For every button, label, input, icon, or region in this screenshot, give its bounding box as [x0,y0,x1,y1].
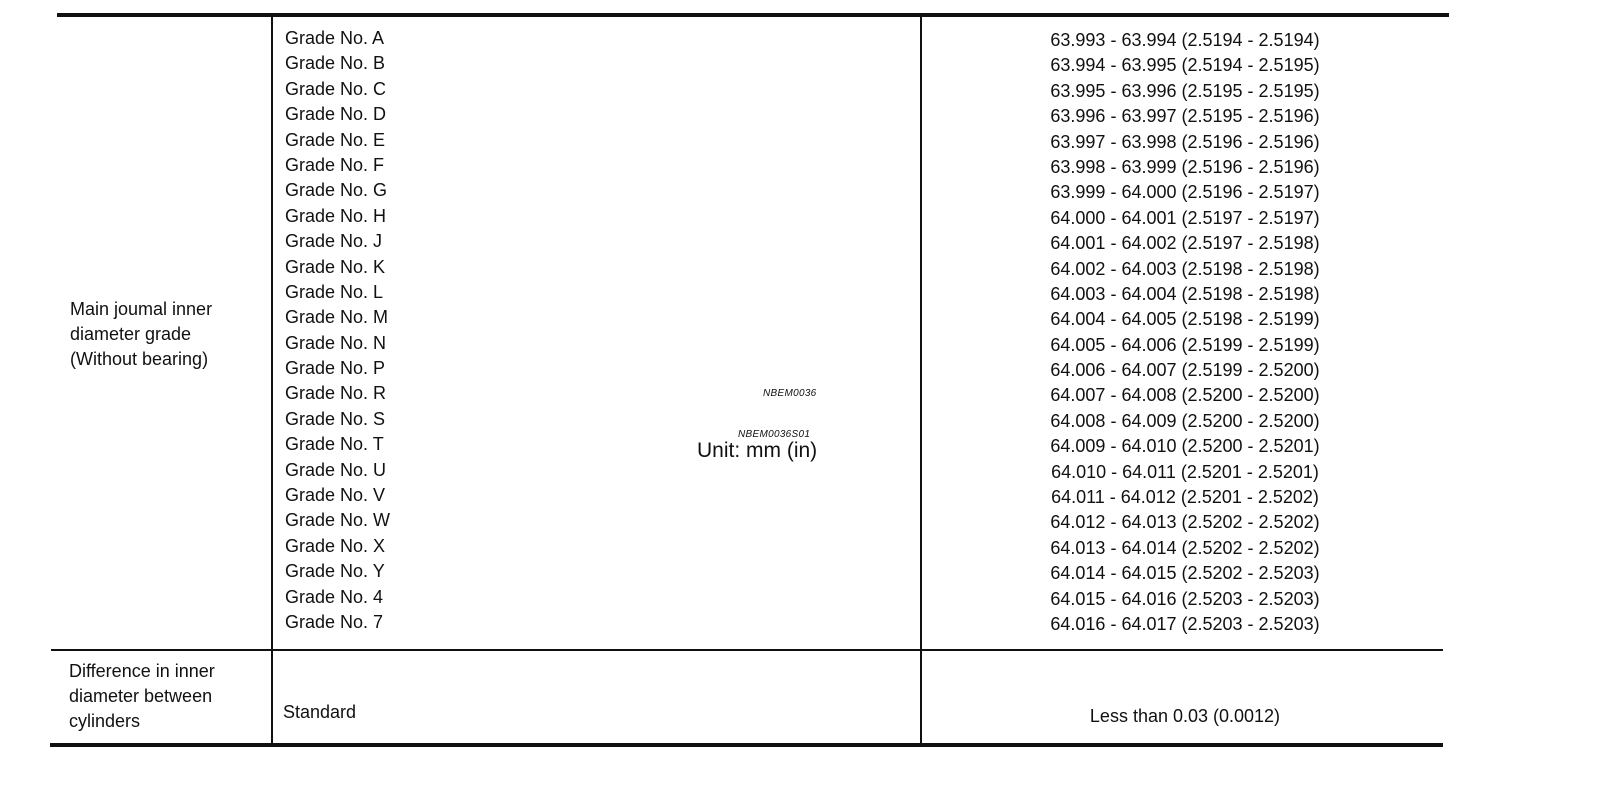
grade-value: 64.001 - 64.002 (2.5197 - 2.5198) [1050,233,1320,254]
table-top-rule [57,13,1449,17]
grade-item: Grade No. 4 [285,586,384,607]
grade-value: 64.005 - 64.006 (2.5199 - 2.5199) [1050,334,1320,355]
grade-item: Grade No. D [285,104,387,125]
difference-value: Less than 0.03 (0.0012) [1089,706,1281,726]
value-list [922,28,1448,637]
grade-item: Grade No. M [285,307,389,328]
grade-item: Grade No. S [285,408,386,429]
grade-item: Grade No. B [285,53,386,74]
grade-value: 64.010 - 64.011 (2.5201 - 2.5201) [1051,461,1319,482]
grade-value: 64.015 - 64.016 (2.5203 - 2.5203) [1050,588,1320,609]
grade-value: 64.013 - 64.014 (2.5202 - 2.5202) [1050,537,1320,558]
grade-item: Grade No. Y [285,561,385,582]
grade-item: Grade No. X [285,535,386,556]
grade-item: Grade No. 7 [285,611,384,632]
grade-value: 63.995 - 63.996 (2.5195 - 2.5195) [1050,80,1320,101]
grade-value: 64.012 - 64.013 (2.5202 - 2.5202) [1050,512,1320,533]
grade-item: Grade No. R [285,383,387,404]
grade-item: Grade No. E [285,129,386,150]
grade-value: 64.003 - 64.004 (2.5198 - 2.5198) [1050,283,1320,304]
section-code: NBEM0036 [763,388,817,399]
grade-item: Grade No. W [285,510,391,531]
table-bottom-rule [50,743,1443,747]
grade-item: Grade No. A [285,28,385,48]
grade-value: 64.014 - 64.015 (2.5202 - 2.5203) [1050,563,1320,584]
journal-grade-label-line: (Without bearing) [70,349,209,369]
row-divider-rule [51,649,1443,651]
grade-value: 64.009 - 64.010 (2.5200 - 2.5201) [1050,436,1320,457]
difference-label-line: diameter between [69,686,213,706]
subsection-code: NBEM0036S01 [738,429,811,440]
journal-grade-label-line: diameter grade [70,324,192,344]
grade-item: Grade No. K [285,256,386,277]
grade-value: 63.997 - 63.998 (2.5196 - 2.5196) [1050,131,1320,152]
grade-list [285,26,390,635]
grade-item: Grade No. J [285,231,383,252]
grade-item: Grade No. C [285,78,387,99]
grade-value: 63.996 - 63.997 (2.5195 - 2.5196) [1050,106,1320,127]
grade-item: Grade No. V [285,485,386,506]
grade-value: 64.008 - 64.009 (2.5200 - 2.5200) [1050,410,1320,431]
grade-value: 63.993 - 63.994 (2.5194 - 2.5194) [1050,30,1320,50]
grade-item: Grade No. U [285,459,387,480]
grade-value: 63.998 - 63.999 (2.5196 - 2.5196) [1050,156,1320,177]
grade-item: Grade No. G [285,180,388,201]
grade-value: 63.999 - 64.000 (2.5196 - 2.5197) [1050,182,1320,203]
grade-item: Grade No. T [285,434,384,455]
difference-label [69,659,215,734]
journal-grade-label [70,297,212,372]
grade-item: Grade No. F [285,154,385,175]
grade-value: 64.000 - 64.001 (2.5197 - 2.5197) [1050,207,1320,228]
difference-label-line: cylinders [69,711,141,731]
grade-value: 64.011 - 64.012 (2.5201 - 2.5202) [1051,487,1319,508]
grade-value: 64.002 - 64.003 (2.5198 - 2.5198) [1050,258,1320,279]
grade-value: 64.004 - 64.005 (2.5198 - 2.5199) [1050,309,1320,330]
grade-item: Grade No. N [285,332,387,353]
grade-value: 63.994 - 63.995 (2.5194 - 2.5195) [1050,55,1320,76]
difference-label-line: Difference in inner [69,661,215,681]
grade-item: Grade No. P [285,358,386,379]
grade-value: 64.006 - 64.007 (2.5199 - 2.5200) [1050,360,1320,381]
difference-condition: Standard [283,702,357,722]
grade-value: 64.007 - 64.008 (2.5200 - 2.5200) [1050,385,1320,406]
grade-item: Grade No. L [285,281,384,302]
grade-item: Grade No. H [285,205,387,226]
grade-value: 64.016 - 64.017 (2.5203 - 2.5203) [1050,613,1320,634]
column-divider-left [271,17,273,745]
unit-label: Unit: mm (in) [697,439,818,462]
journal-grade-label-line: Main joumal inner [70,299,213,319]
